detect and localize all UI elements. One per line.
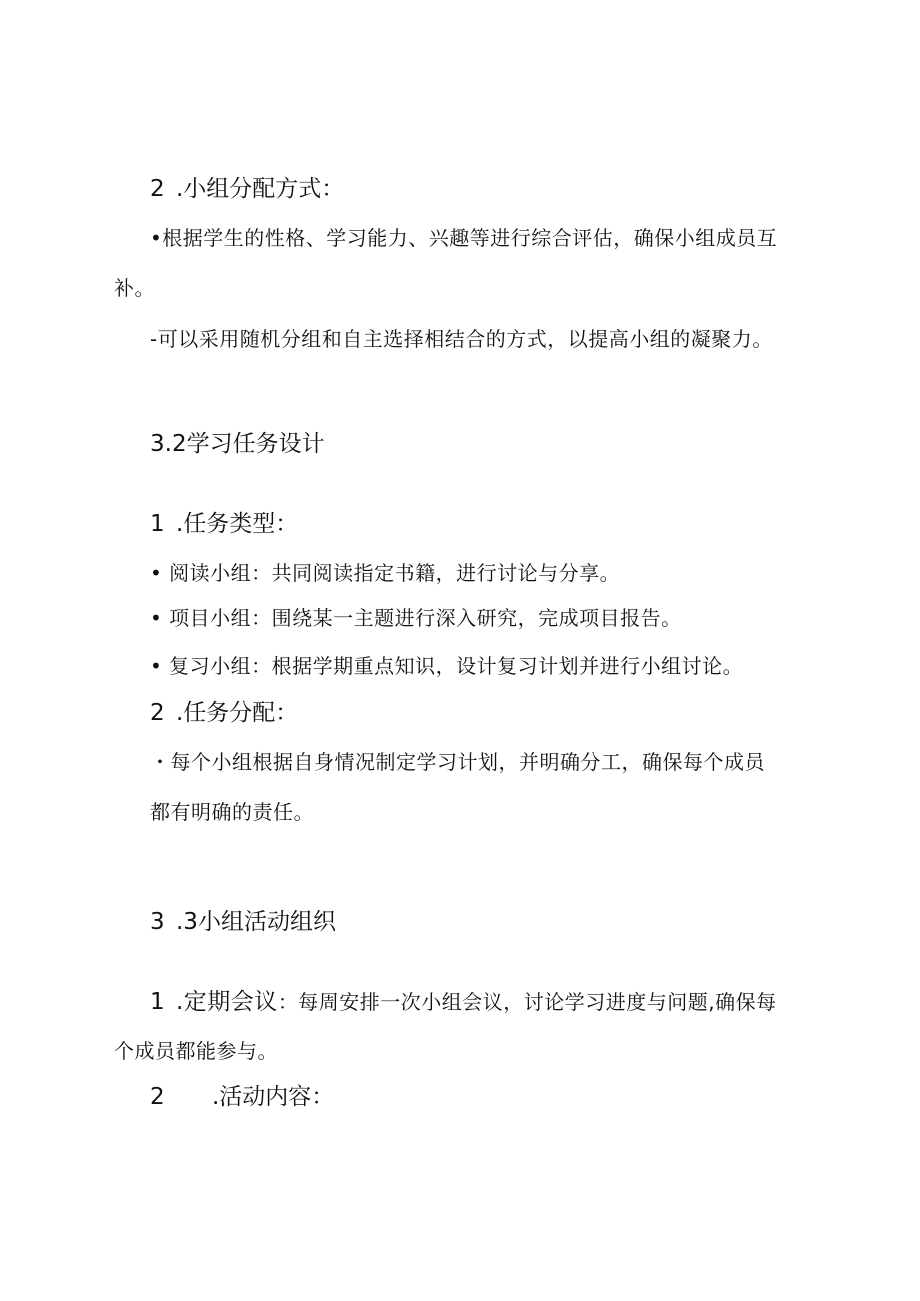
section-3-3-title: .3小组活动组织 [176,909,336,935]
regular-meeting-text-cont: 个成员都能参与。 [114,1039,278,1063]
section-3-3-heading [150,909,336,937]
task-type-title: .任务类型： [176,511,299,537]
task-type-heading [150,511,298,539]
group-allocation-bullet-1-cont: 补。 [114,276,155,300]
regular-meeting-item [150,989,777,1017]
regular-meeting-text: ：每周安排一次小组会议，讨论学习进度与问题,确保每 [277,990,777,1014]
task-type-bullet-reading: • 阅读小组：共同阅读指定书籍，进行讨论与分享。 [150,561,621,585]
task-type-bullet-project: • 项目小组：围绕某一主题进行深入研究，完成项目报告。 [150,606,682,630]
task-type-number: 1 [150,511,165,537]
task-assignment-number: 2 [150,700,165,726]
activity-content-number: 2 [150,1084,165,1110]
group-allocation-bullet-2: -可以采用随机分组和自主选择相结合的方式，以提高小组的凝聚力。 [150,327,773,351]
group-allocation-title: .小组分配方式： [176,176,345,202]
section-3-2-heading: 3.2学习任务设计 [150,431,325,457]
activity-content-title: .活动内容： [212,1084,335,1110]
activity-content-heading [150,1084,334,1112]
group-allocation-heading [150,176,344,204]
regular-meeting-title: .定期会议 [176,989,278,1015]
group-allocation-bullet-1: •根据学生的性格、学习能力、兴趣等进行综合评估，确保小组成员互 [150,226,778,250]
task-assignment-bullet-cont: 都有明确的责任。 [150,800,314,824]
task-assignment-heading [150,700,298,728]
task-type-bullet-review: • 复习小组：根据学期重点知识，设计复习计划并进行小组讨论。 [150,654,744,678]
task-assignment-bullet: ・每个小组根据自身情况制定学习计划，并明确分工，确保每个成员 [150,750,765,774]
group-allocation-number: 2 [150,176,165,202]
task-assignment-title: .任务分配： [176,700,299,726]
section-3-3-number: 3 [150,909,165,935]
regular-meeting-number: 1 [150,989,166,1015]
